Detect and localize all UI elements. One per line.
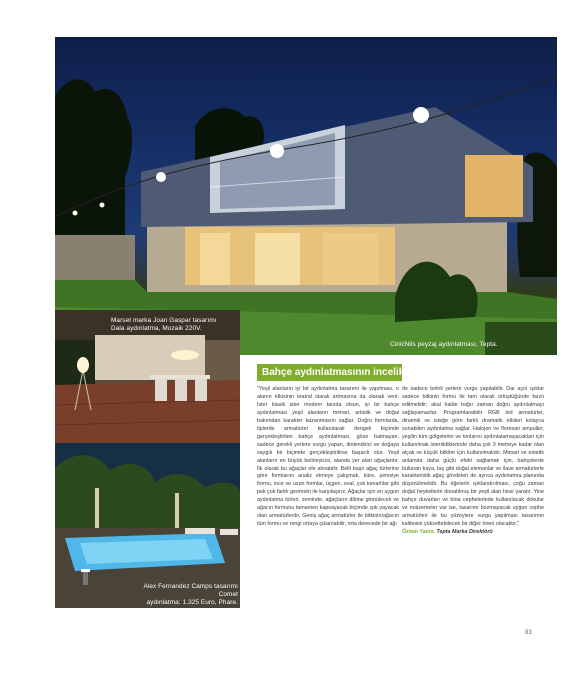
- page-number: 83: [525, 630, 532, 636]
- patio-caption: Marset marka Joan Gaspar tasarımı Dala aydınlatma, Mozaik 220V.: [111, 317, 217, 332]
- sun-lounger: [220, 529, 238, 535]
- tree-trunk: [175, 493, 179, 533]
- hero-photo: [55, 37, 557, 355]
- chair: [175, 379, 187, 401]
- hero-caption-right: CinićNils peyzaj aydınlatması, Tepta.: [390, 341, 498, 348]
- pool-caption: Alex Fernandez Camps tasarımı Comet aydınlatma: 1.325 Euro, Phare.: [143, 583, 238, 606]
- pendant-lamp: [171, 350, 199, 360]
- chair: [195, 379, 207, 401]
- hero-illustration: [55, 37, 557, 355]
- garden-wall: [55, 235, 135, 280]
- patio-photo: [55, 310, 240, 443]
- author-role: Tepta Marka Direktörü: [436, 529, 493, 536]
- pool-photo: [55, 443, 240, 608]
- trees-left: [55, 79, 132, 252]
- sun-lounger: [185, 528, 215, 534]
- string-light: [73, 211, 78, 216]
- article-column-1: [257, 386, 399, 529]
- author-name: Özlem Yalım,: [402, 529, 435, 536]
- article-heading: Bahçe aydınlatmasının incelikleri: [262, 367, 420, 378]
- chair: [155, 379, 167, 401]
- floor-lamp: [77, 357, 89, 373]
- author-line: [402, 529, 544, 537]
- string-light: [270, 144, 284, 158]
- table: [150, 375, 210, 379]
- terracotta-floor: [55, 380, 240, 443]
- string-light: [156, 172, 166, 182]
- article-column-2: [402, 386, 544, 537]
- tree-trunk: [95, 488, 99, 533]
- bollard-light: [83, 571, 88, 585]
- string-light: [100, 203, 105, 208]
- upper-right-window: [465, 155, 523, 217]
- article-text: de sadece belirli yerlere vurgu yapılabilir. Dar açılı ışıklar sadece bitkinin formu ile tam olarak örtüştüğünde farzlı edilmelidir; akai halde bağır zaman doğru aydınlatmayı sağlayamazlar. Programlanabilir RGB led armatürler, dinamik ve isteğe göre farklı dramatik etkileri kolayca sunabilen aydınlatma sağlar. Halojen ve floresan ampuller, yeşilin tüm gölgelerini ve tonlarını aydınlatamayacakları için kullanılmak istenildiklerinde daha çok 3 metreye kadar olan alçak ve küçük bitkiler için kullanılmalıdır. Mimari ve estetik anlamda daha güçlü efekt sağlamak için, bahçelerde bulunan kaya, taş gibi doğal elemanlar ve ilave armatürlerle karakteristik ağaç gövdeleri de ayrıca aydınlatma planında düşünülmelidir. Bu öğelerin ışıklandırılması, çoğu zaman doğal heykellerle donatılmış bir yeşil alan hissi yaratır. Yine bahçe duvarları ve bina cephelerinde kullanılacak dokular ve malzemeler var ise, tasarımı bozmayacak uygun cephe armatürleri ile bu yüzeylere vurgu yapılması tasarımın kalitesini yükseltebilecek bir diğer öneri olacaktır.": [402, 386, 544, 528]
- string-light: [413, 107, 429, 123]
- article-text: "Yeşil alanların iyi bir aydınlatma tasarımı ile yapılması, o alanın etkisinin teatral olarak artmasına da olanak verir. İster klasik ister modern tarzda olsun, iyi bir bahçe aydınlatması yeşil alanların mimari, artistik ve doğal bakımdan karakter kazanmasını sağlar. Doğru formlarda, tiplerde armatürler kullanılarak dengeli biçimde gerçekleştirilen bahçe aydınlatması, göze batmayan, sadece gerekli yerlere vurgu yapan, dinlendirici ve doğaya saygılı bir biçimde gerçekleştirilirse başarılı olur. Yeşil alanların en büyük belirleyicisi, alanda yer alan ağaçlardır. İlk olarak bu ağaçlar ele alınabilir. Belli başlı ağaç türlerine göre formlarını analiz etmeye çalışmak, küre, şemsiye formu, ince ve uzun formlar, üçgen, oval, çok kenarlılar gibi pek çok farklı geometri ile karşılaşırız. Ağaçlar için en uygun aydınlatma türleri, zeminde, ağaçların dibine gömülecek ve ağacın formunu tamamen kapsayacak biçimde ışık yayacak olan armatürlerdir. Geniş ağaç armatürler ile bitkinin/ağacın tüm formu ve rengi ortaya çıkarılabilir, orta derecede bir ağı: [257, 386, 399, 528]
